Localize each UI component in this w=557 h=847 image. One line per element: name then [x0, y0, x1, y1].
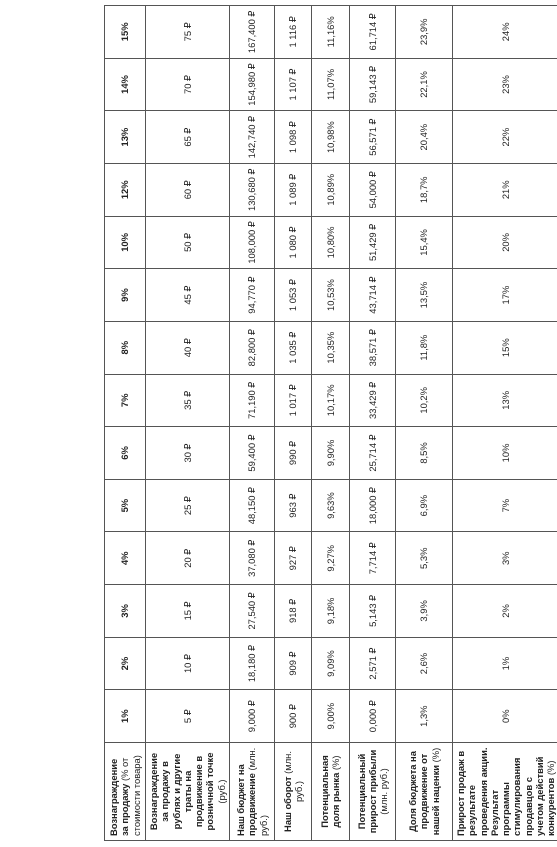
table-row: [349, 6, 395, 841]
table-cell: 94,770 ₽: [229, 269, 274, 322]
table-row: [395, 6, 452, 841]
table-cell: 10,89%: [311, 163, 349, 216]
percent-header: 12%: [105, 163, 146, 216]
table-cell: 2,571 ₽: [349, 637, 395, 690]
table-cell: 6,9%: [395, 479, 452, 532]
percent-header: 14%: [105, 58, 146, 111]
table-cell: 1 107 ₽: [274, 58, 311, 111]
percent-header: 6%: [105, 427, 146, 480]
table-cell: 59,400 ₽: [229, 427, 274, 480]
table-row: [452, 6, 557, 841]
table-cell: 65 ₽: [146, 111, 230, 164]
table-cell: 900 ₽: [274, 690, 311, 743]
percent-header: 2%: [105, 637, 146, 690]
table-cell: 1,3%: [395, 690, 452, 743]
table-cell: 82,800 ₽: [229, 321, 274, 374]
table-cell: 10%: [452, 427, 557, 480]
table-cell: 20 ₽: [146, 532, 230, 585]
table-cell: 909 ₽: [274, 637, 311, 690]
table-cell: 10,53%: [311, 269, 349, 322]
table-cell: 56,571 ₽: [349, 111, 395, 164]
promotion-budget-table: [104, 5, 557, 841]
table-cell: 15%: [452, 321, 557, 374]
header-label: Вознаграждение за продажу (% от стоимости товара): [105, 743, 146, 841]
table-cell: 35 ₽: [146, 374, 230, 427]
table-cell: 38,571 ₽: [349, 321, 395, 374]
table-cell: 10,2%: [395, 374, 452, 427]
table-cell: 37,080 ₽: [229, 532, 274, 585]
table-cell: 11,07%: [311, 58, 349, 111]
row-label: Доля бюджета на продвижение от нашей наценки (%): [395, 743, 452, 841]
table-cell: 25,714 ₽: [349, 427, 395, 480]
table-cell: 1 080 ₽: [274, 216, 311, 269]
table-row: [229, 6, 274, 841]
table-cell: 167,400 ₽: [229, 6, 274, 59]
table-cell: 15,4%: [395, 216, 452, 269]
table-cell: 1 017 ₽: [274, 374, 311, 427]
percent-header: 9%: [105, 269, 146, 322]
table-cell: 27,540 ₽: [229, 585, 274, 638]
table-cell: 18,000 ₽: [349, 479, 395, 532]
table-cell: 10,98%: [311, 111, 349, 164]
table-cell: 75 ₽: [146, 6, 230, 59]
table-cell: 7%: [452, 479, 557, 532]
table-row: [146, 6, 230, 841]
table-cell: 23%: [452, 58, 557, 111]
table-cell: 5,3%: [395, 532, 452, 585]
table-cell: 45 ₽: [146, 269, 230, 322]
table-cell: 108,000 ₽: [229, 216, 274, 269]
table-cell: 2,6%: [395, 637, 452, 690]
table-cell: 918 ₽: [274, 585, 311, 638]
table-cell: 13,5%: [395, 269, 452, 322]
table-cell: 24%: [452, 6, 557, 59]
table-cell: 70 ₽: [146, 58, 230, 111]
table-cell: 54,000 ₽: [349, 163, 395, 216]
table-cell: 15 ₽: [146, 585, 230, 638]
header-row: [105, 6, 146, 841]
table-cell: 9,18%: [311, 585, 349, 638]
table-cell: 43,714 ₽: [349, 269, 395, 322]
table-cell: 7,714 ₽: [349, 532, 395, 585]
table-cell: 142,740 ₽: [229, 111, 274, 164]
table-cell: 1%: [452, 637, 557, 690]
table-cell: 61,714 ₽: [349, 6, 395, 59]
table-cell: 9,09%: [311, 637, 349, 690]
row-label: Прирост продаж в результате проведения акции. Результат программы стимулирования продавцов с учетом действий конкурентов (%): [452, 743, 557, 841]
row-label: Наш бюджет на продвижение (млн. руб.): [229, 743, 274, 841]
table-cell: 51,429 ₽: [349, 216, 395, 269]
table-cell: 0,000 ₽: [349, 690, 395, 743]
percent-header: 3%: [105, 585, 146, 638]
table-cell: 10 ₽: [146, 637, 230, 690]
table-cell: 22%: [452, 111, 557, 164]
percent-header: 1%: [105, 690, 146, 743]
table-cell: 963 ₽: [274, 479, 311, 532]
table-cell: 13%: [452, 374, 557, 427]
row-label: Потенциальный прирост прибыли (млн. руб.): [349, 743, 395, 841]
table-cell: 71,190 ₽: [229, 374, 274, 427]
table-cell: 17%: [452, 269, 557, 322]
table-cell: 9,63%: [311, 479, 349, 532]
table-cell: 30 ₽: [146, 427, 230, 480]
table-cell: 9,000 ₽: [229, 690, 274, 743]
percent-header: 13%: [105, 111, 146, 164]
table-row: [274, 6, 311, 841]
table-cell: 11,16%: [311, 6, 349, 59]
table-cell: 1 089 ₽: [274, 163, 311, 216]
table-cell: 20%: [452, 216, 557, 269]
row-label: Вознаграждение за продажу в рублях и другие траты на продвижение в розничной точке (руб.): [146, 743, 230, 841]
table-cell: 5,143 ₽: [349, 585, 395, 638]
percent-header: 8%: [105, 321, 146, 374]
percent-header: 5%: [105, 479, 146, 532]
table-cell: 154,980 ₽: [229, 58, 274, 111]
percent-header: 15%: [105, 6, 146, 59]
table-cell: 1 116 ₽: [274, 6, 311, 59]
table-cell: 1 098 ₽: [274, 111, 311, 164]
table-cell: 10,80%: [311, 216, 349, 269]
table-cell: 927 ₽: [274, 532, 311, 585]
table-cell: 11,8%: [395, 321, 452, 374]
table-cell: 9,90%: [311, 427, 349, 480]
table-cell: 18,180 ₽: [229, 637, 274, 690]
table-cell: 1 053 ₽: [274, 269, 311, 322]
table-cell: 59,143 ₽: [349, 58, 395, 111]
table-cell: 20,4%: [395, 111, 452, 164]
table-cell: 23,9%: [395, 6, 452, 59]
table-cell: 0%: [452, 690, 557, 743]
percent-header: 4%: [105, 532, 146, 585]
table-cell: 10,17%: [311, 374, 349, 427]
table-cell: 9,00%: [311, 690, 349, 743]
table-cell: 1 035 ₽: [274, 321, 311, 374]
table-cell: 5 ₽: [146, 690, 230, 743]
table-cell: 3%: [452, 532, 557, 585]
percent-header: 10%: [105, 216, 146, 269]
table-cell: 33,429 ₽: [349, 374, 395, 427]
table-cell: 9,27%: [311, 532, 349, 585]
table-cell: 130,680 ₽: [229, 163, 274, 216]
table-cell: 21%: [452, 163, 557, 216]
table-cell: 2%: [452, 585, 557, 638]
table-cell: 40 ₽: [146, 321, 230, 374]
percent-header: 7%: [105, 374, 146, 427]
table-cell: 22,1%: [395, 58, 452, 111]
table-cell: 10,35%: [311, 321, 349, 374]
table-cell: 8,5%: [395, 427, 452, 480]
table-cell: 25 ₽: [146, 479, 230, 532]
table-cell: 990 ₽: [274, 427, 311, 480]
row-label: Потенциальная доля рынка (%): [311, 743, 349, 841]
table-cell: 48,150 ₽: [229, 479, 274, 532]
table-row: [311, 6, 349, 841]
table-cell: 50 ₽: [146, 216, 230, 269]
row-label: Наш оборот (млн. руб.): [274, 743, 311, 841]
table-cell: 18,7%: [395, 163, 452, 216]
table-cell: 3,9%: [395, 585, 452, 638]
table-cell: 60 ₽: [146, 163, 230, 216]
